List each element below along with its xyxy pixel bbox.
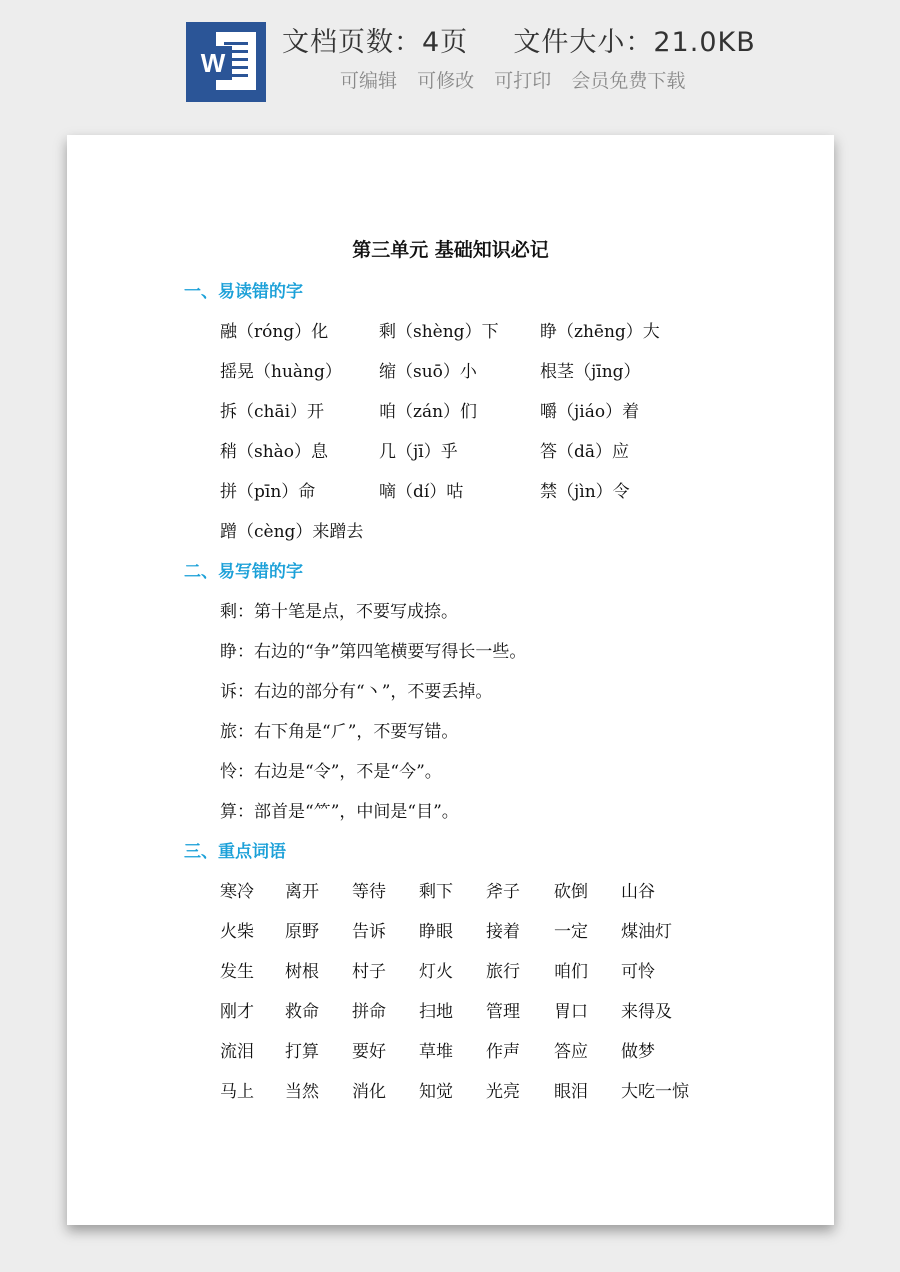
key-word: 煤油灯 — [621, 922, 672, 942]
key-word: 管理 — [486, 1002, 520, 1022]
pinyin-item: 禁（jìn）令 — [540, 482, 630, 502]
key-word: 睁眼 — [419, 922, 453, 942]
key-word: 当然 — [285, 1082, 319, 1102]
writing-note: 怜：右边是“令”，不是“今”。 — [220, 762, 442, 782]
key-word: 山谷 — [621, 882, 655, 902]
pinyin-item: 蹭（cèng）来蹭去 — [220, 522, 364, 542]
pinyin-item: 缩（suō）小 — [379, 362, 477, 382]
key-word: 寒冷 — [220, 882, 254, 902]
key-word: 扫地 — [419, 1002, 453, 1022]
key-word: 发生 — [220, 962, 254, 982]
key-word: 马上 — [220, 1082, 254, 1102]
key-word: 大吃一惊 — [621, 1082, 689, 1102]
key-word: 斧子 — [486, 882, 520, 902]
key-word: 作声 — [486, 1042, 520, 1062]
section-heading-miswritten: 二、易写错的字 — [184, 562, 303, 582]
key-word: 草堆 — [419, 1042, 453, 1062]
key-word: 接着 — [486, 922, 520, 942]
writing-note: 剩：第十笔是点，不要写成捺。 — [220, 602, 458, 622]
key-word: 剩下 — [419, 882, 453, 902]
writing-note: 睁：右边的“争”第四笔横要写得长一些。 — [220, 642, 527, 662]
key-word: 砍倒 — [554, 882, 588, 902]
key-word: 灯火 — [419, 962, 453, 982]
key-word: 可怜 — [621, 962, 655, 982]
key-word: 消化 — [352, 1082, 386, 1102]
word-document-icon — [186, 22, 266, 102]
pinyin-item: 稍（shào）息 — [220, 442, 329, 462]
file-size: 文件大小：21.0KB — [513, 27, 756, 58]
feature-editable: 可编辑 — [340, 70, 398, 92]
key-word: 告诉 — [352, 922, 386, 942]
document-page — [67, 135, 834, 1225]
document-title: 第三单元 基础知识必记 — [352, 239, 549, 261]
pinyin-item: 睁（zhēng）大 — [540, 322, 660, 342]
key-word: 村子 — [352, 962, 386, 982]
key-word: 树根 — [285, 962, 319, 982]
feature-printable: 可打印 — [494, 70, 552, 92]
key-word: 来得及 — [621, 1002, 672, 1022]
pinyin-item: 咱（zán）们 — [379, 402, 478, 422]
key-word: 刚才 — [220, 1002, 254, 1022]
pinyin-item: 几（jī）乎 — [379, 442, 458, 462]
key-word: 打算 — [285, 1042, 319, 1062]
key-word: 原野 — [285, 922, 319, 942]
pinyin-item: 融（róng）化 — [220, 322, 329, 342]
key-word: 要好 — [352, 1042, 386, 1062]
key-word: 火柴 — [220, 922, 254, 942]
feature-list — [340, 66, 685, 93]
section-heading-misread: 一、易读错的字 — [184, 282, 303, 302]
pinyin-item: 拼（pīn）命 — [220, 482, 316, 502]
key-word: 咱们 — [554, 962, 588, 982]
key-word: 旅行 — [486, 962, 520, 982]
key-word: 眼泪 — [554, 1082, 588, 1102]
pinyin-item: 嘀（dí）咕 — [379, 482, 464, 502]
pinyin-item: 嚼（jiáo）着 — [540, 402, 640, 422]
key-word: 救命 — [285, 1002, 319, 1022]
pinyin-item: 摇晃（huàng） — [220, 362, 342, 382]
feature-member-download: 会员免费下载 — [571, 70, 686, 92]
key-word: 流泪 — [220, 1042, 254, 1062]
key-word: 知觉 — [419, 1082, 453, 1102]
key-word: 拼命 — [352, 1002, 386, 1022]
writing-note: 诉：右边的部分有“丶”，不要丢掉。 — [220, 682, 493, 702]
key-word: 一定 — [554, 922, 588, 942]
key-word: 答应 — [554, 1042, 588, 1062]
page-count: 文档页数：4页 — [282, 27, 469, 58]
pinyin-item: 答（dā）应 — [540, 442, 630, 462]
writing-note: 旅：右下角是“⺁”，不要写错。 — [220, 722, 459, 742]
file-info-title — [282, 20, 756, 59]
feature-modifiable: 可修改 — [417, 70, 475, 92]
pinyin-item: 剩（shèng）下 — [379, 322, 499, 342]
key-word: 等待 — [352, 882, 386, 902]
pinyin-item: 拆（chāi）开 — [220, 402, 325, 422]
word-letter: W — [194, 46, 232, 80]
key-word: 做梦 — [621, 1042, 655, 1062]
writing-note: 算：部首是“⺮”，中间是“目”。 — [220, 802, 459, 822]
pinyin-item: 根茎（jīng） — [540, 362, 641, 382]
section-heading-key-words: 三、重点词语 — [184, 842, 286, 862]
key-word: 离开 — [285, 882, 319, 902]
key-word: 光亮 — [486, 1082, 520, 1102]
document-info-header — [0, 0, 900, 120]
key-word: 胃口 — [554, 1002, 588, 1022]
